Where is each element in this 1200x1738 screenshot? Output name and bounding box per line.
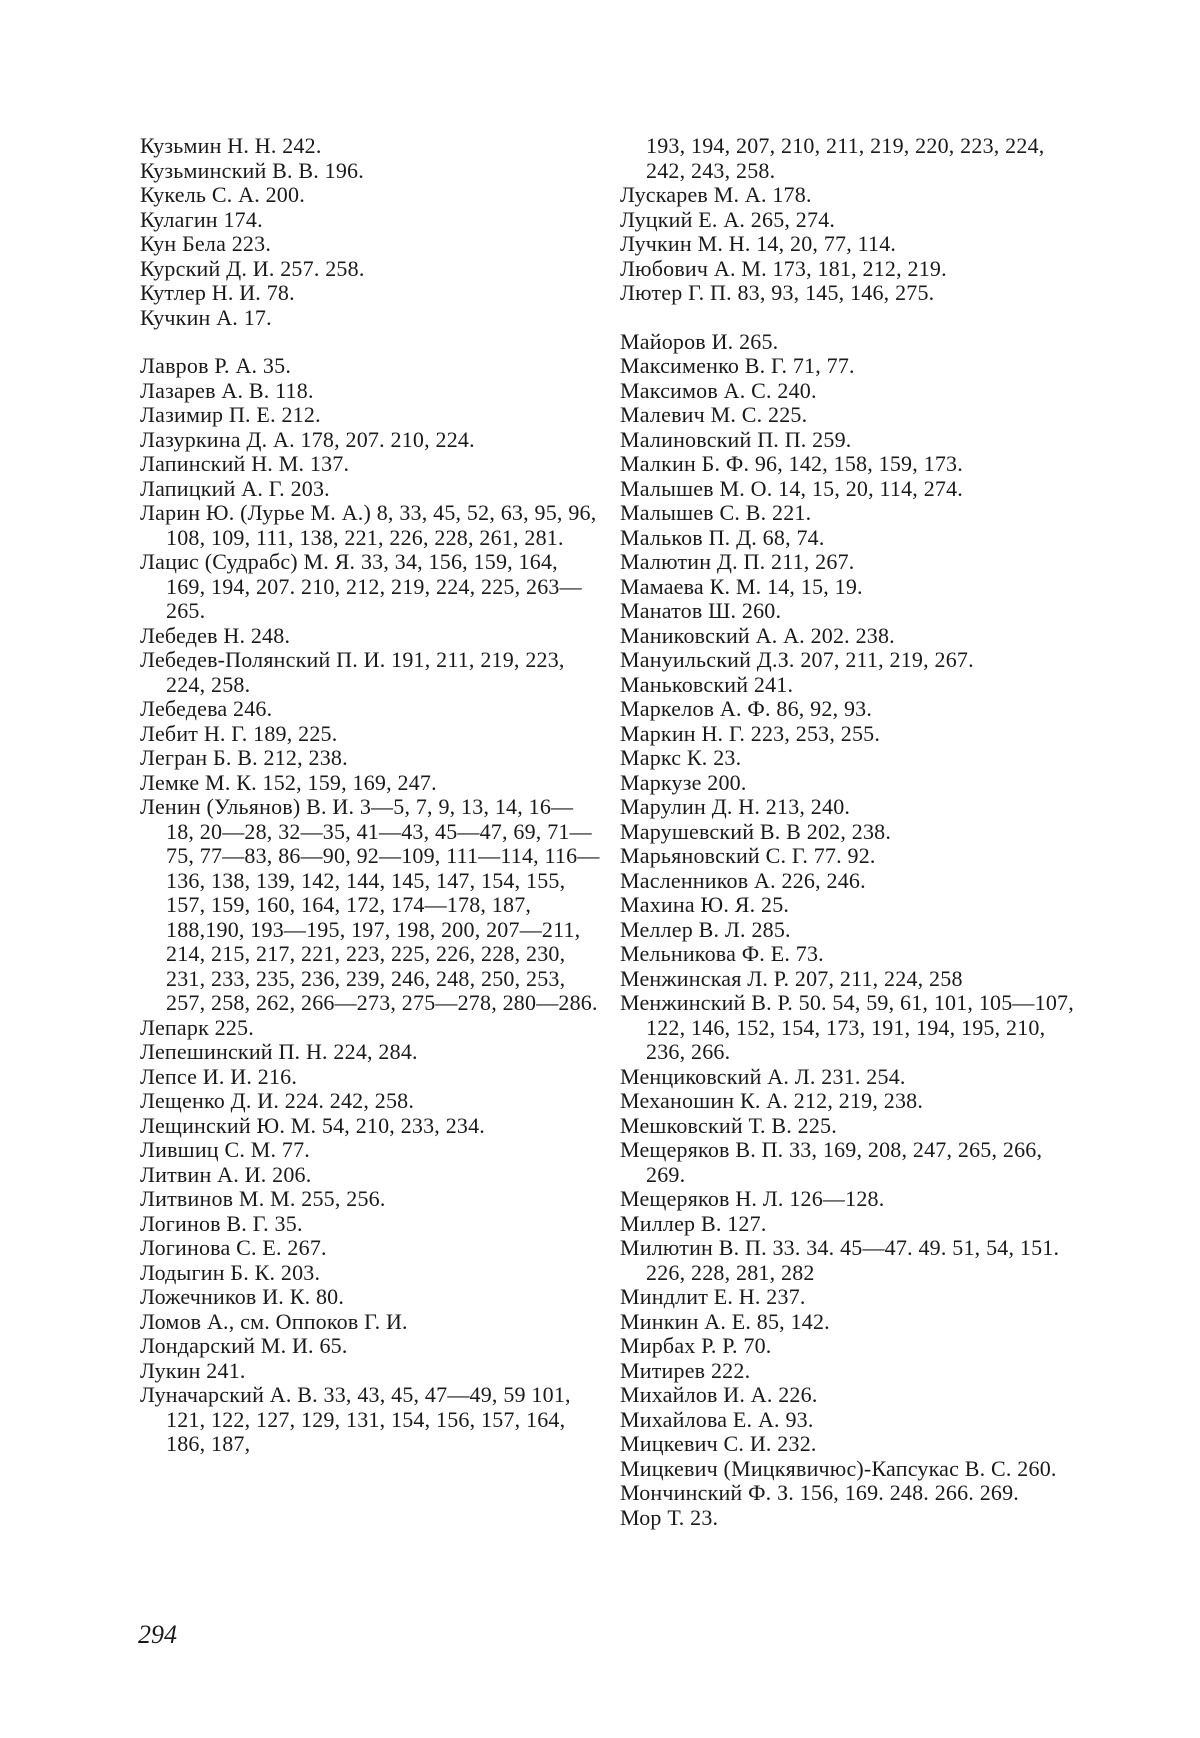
index-entry: Малиновский П. П. 259. bbox=[620, 426, 852, 452]
index-entry: Менциковский А. Л. 231. 254. bbox=[620, 1063, 906, 1089]
index-entry: Лившиц С. М. 77. bbox=[140, 1137, 311, 1162]
index-entry: Механошин К. А. 212, 219, 238. bbox=[620, 1088, 924, 1113]
index-entry: Логинова С. Е. 267. bbox=[140, 1235, 327, 1260]
index-entry: Максименко В. Г. 71, 77. bbox=[620, 353, 855, 378]
index-entry: Мельникова Ф. Е. 73. bbox=[620, 941, 824, 966]
index-entry: Махина Ю. Я. 25. bbox=[620, 892, 790, 917]
index-entry: Лепарк 225. bbox=[140, 1014, 254, 1040]
index-entry: Маркелов А. Ф. 86, 92, 93. bbox=[620, 696, 873, 721]
index-entry: Лещинский Ю. М. 54, 210, 233, 234. bbox=[140, 1112, 485, 1138]
index-entry: Ленин (Ульянов) В. И. 3—5, 7, 9, 13, 14, 16—18, 20—28, 32—35, 41—43, 45—47, 69, 71—75, 77—83, 86—90, 92—109, 111—114, 116—136, 138, 139, 142, 144, 145, 147, 154, 155, 157, 159, 160, 164, 172, 174—178, 187, 188,190, 193—195, 197, 198, 200, 207—211, 214, 215, 217, 221, 223, 225, 226, 228, 230, 231, 233, 235, 236, 239, 246, 248, 250, 253, 257, 258, 262, 266—273, 275—278, 280—286. bbox=[140, 794, 600, 1015]
index-entry: Малютин Д. П. 211, 267. bbox=[620, 549, 855, 574]
index-entry: Малышев С. В. 221. bbox=[620, 500, 812, 525]
index-entry: Мирбах Р. Р. 70. bbox=[620, 1333, 772, 1358]
index-entry: Лепсе И. И. 216. bbox=[140, 1063, 298, 1089]
section-gap bbox=[620, 306, 1080, 330]
index-entry: Логинов В. Г. 35. bbox=[140, 1210, 303, 1236]
index-entry: Лучкин М. Н. 14, 20, 77, 114. bbox=[620, 231, 897, 256]
index-entry: Кузьмин Н. Н. 242. bbox=[140, 133, 322, 158]
index-entry: Масленников А. 226, 246. bbox=[620, 867, 866, 893]
index-entry: Лапинский Н. М. 137. bbox=[140, 451, 350, 476]
index-entry: Лебит Н. Г. 189, 225. bbox=[140, 720, 338, 746]
index-entry: Маркс К. 23. bbox=[620, 745, 742, 770]
index-entry: Лацис (Судрабс) М. Я. 33, 34, 156, 159, 164, 169, 194, 207. 210, 212, 219, 224, 225, 263—265. bbox=[140, 549, 582, 623]
index-entry: Мещеряков Н. Л. 126—128. bbox=[620, 1186, 885, 1211]
index-entry: Литвин А. И. 206. bbox=[140, 1161, 312, 1187]
index-entry: Литвинов М. М. 255, 256. bbox=[140, 1186, 386, 1211]
index-entry: Лебедев Н. 248. bbox=[140, 622, 291, 648]
index-entry: Мальков П. Д. 68, 74. bbox=[620, 524, 825, 550]
index-entry-continuation: 193, 194, 207, 210, 211, 219, 220, 223, 224, 242, 243, 258. bbox=[646, 133, 1045, 183]
index-entry: Минкин А. Е. 85, 142. bbox=[620, 1308, 830, 1334]
index-entry: Лебедева 246. bbox=[140, 696, 273, 721]
index-entry: Любович А. М. 173, 181, 212, 219. bbox=[620, 255, 947, 281]
index-entry: Кукель С. А. 200. bbox=[140, 182, 305, 207]
index-entry: Лукин 241. bbox=[140, 1357, 246, 1383]
index-entry: Мануильский Д.З. 207, 211, 219, 267. bbox=[620, 647, 974, 672]
index-entry: Максимов А. С. 240. bbox=[620, 377, 817, 403]
index-entry: Майоров И. 265. bbox=[620, 328, 779, 354]
index-entry: Марьяновский С. Г. 77. 92. bbox=[620, 843, 876, 868]
index-entry: Лазимир П. Е. 212. bbox=[140, 402, 321, 427]
index-entry: Лебедев-Полянский П. И. 191, 211, 219, 223, 224, 258. bbox=[140, 647, 565, 697]
index-entry: Мор Т. 23. bbox=[620, 1504, 719, 1530]
index-entry: Луначарский А. В. 33, 43, 45, 47—49, 59 101, 121, 122, 127, 129, 131, 154, 156, 157, 164, 186, 187, bbox=[140, 1382, 571, 1456]
index-entry: Митирев 222. bbox=[620, 1357, 751, 1383]
index-entry: Малышев М. О. 14, 15, 20, 114, 274. bbox=[620, 475, 964, 501]
index-entry: Маньковский 241. bbox=[620, 671, 794, 697]
index-entry: Милютин В. П. 33. 34. 45—47. 49. 51, 54, 151. 226, 228, 281, 282 bbox=[620, 1235, 1060, 1285]
index-entry: Манатов Ш. 260. bbox=[620, 598, 782, 623]
left-column bbox=[140, 134, 600, 1457]
index-entry: Маниковский А. А. 202. 238. bbox=[620, 622, 895, 648]
index-entry: Малкин Б. Ф. 96, 142, 158, 159, 173. bbox=[620, 451, 963, 476]
index-entry: Мицкевич (Мицкявичюс)-Капсукас В. С. 260. bbox=[620, 1455, 1057, 1481]
index-entry: Курский Д. И. 257. 258. bbox=[140, 255, 365, 281]
index-entry: Михайлов И. А. 226. bbox=[620, 1382, 818, 1407]
index-entry: Менжинский В. Р. 50. 54, 59, 61, 101, 105—107, 122, 146, 152, 154, 173, 191, 194, 195, 210, 236, 266. bbox=[620, 990, 1074, 1064]
index-entry: Марулин Д. Н. 213, 240. bbox=[620, 794, 851, 819]
index-entry: Ложечников И. К. 80. bbox=[140, 1284, 345, 1309]
index-entry: Лапицкий А. Г. 203. bbox=[140, 475, 330, 501]
page-number: 294 bbox=[138, 1620, 177, 1649]
index-entry: Лемке М. К. 152, 159, 169, 247. bbox=[140, 769, 437, 795]
index-entry: Михайлова Е. А. 93. bbox=[620, 1406, 814, 1432]
index-entry: Кун Бела 223. bbox=[140, 231, 272, 256]
index-entry: Лавров Р. А. 35. bbox=[140, 353, 292, 378]
index-entry: Миллер В. 127. bbox=[620, 1210, 767, 1236]
index-entry: Легран Б. В. 212, 238. bbox=[140, 745, 348, 770]
index-entry: Меллер В. Л. 285. bbox=[620, 916, 791, 942]
index-entry: Марушевский В. В 202, 238. bbox=[620, 818, 892, 844]
index-entry: Кулагин 174. bbox=[140, 206, 263, 232]
index-entry: Мешковский Т. В. 225. bbox=[620, 1112, 837, 1138]
index-entry: Кузьминский В. В. 196. bbox=[140, 157, 364, 183]
index-entry: Лепешинский П. Н. 224, 284. bbox=[140, 1039, 418, 1064]
index-entry: Кучкин А. 17. bbox=[140, 304, 272, 330]
index-entry: Ларин Ю. (Лурье М. А.) 8, 33, 45, 52, 63, 95, 96, 108, 109, 111, 138, 221, 226, 228, 261, 281. bbox=[140, 500, 597, 550]
index-entry: Кутлер Н. И. 78. bbox=[140, 280, 295, 305]
index-entry: Лещенко Д. И. 224. 242, 258. bbox=[140, 1088, 415, 1113]
index-entry: Ломов А., см. Оппоков Г. И. bbox=[140, 1308, 408, 1334]
index-entry: Малевич М. С. 225. bbox=[620, 402, 808, 427]
index-entry: Мещеряков В. П. 33, 169, 208, 247, 265, 266, 269. bbox=[620, 1137, 1043, 1187]
index-entry: Мамаева К. М. 14, 15, 19. bbox=[620, 573, 863, 599]
index-entry: Лондарский М. И. 65. bbox=[140, 1333, 348, 1358]
index-entry: Лютер Г. П. 83, 93, 145, 146, 275. bbox=[620, 280, 935, 305]
index-entry: Лодыгин Б. К. 203. bbox=[140, 1259, 321, 1285]
index-entry: Маркузе 200. bbox=[620, 769, 747, 795]
index-entry: Менжинская Л. Р. 207, 211, 224, 258 bbox=[620, 965, 963, 991]
index-entry: Лазуркина Д. А. 178, 207. 210, 224. bbox=[140, 426, 475, 452]
index-entry: Луцкий Е. А. 265, 274. bbox=[620, 206, 836, 232]
index-entry: Лускарев М. А. 178. bbox=[620, 182, 812, 207]
section-gap bbox=[140, 330, 600, 354]
index-entry: Миндлит Е. Н. 237. bbox=[620, 1284, 806, 1309]
right-column bbox=[620, 134, 1080, 1530]
index-entry: Мончинский Ф. З. 156, 169. 248. 266. 269. bbox=[620, 1480, 1020, 1505]
index-entry: Лазарев А. В. 118. bbox=[140, 377, 314, 403]
index-entry: Мицкевич С. И. 232. bbox=[620, 1431, 817, 1456]
index-entry: Маркин Н. Г. 223, 253, 255. bbox=[620, 720, 881, 746]
